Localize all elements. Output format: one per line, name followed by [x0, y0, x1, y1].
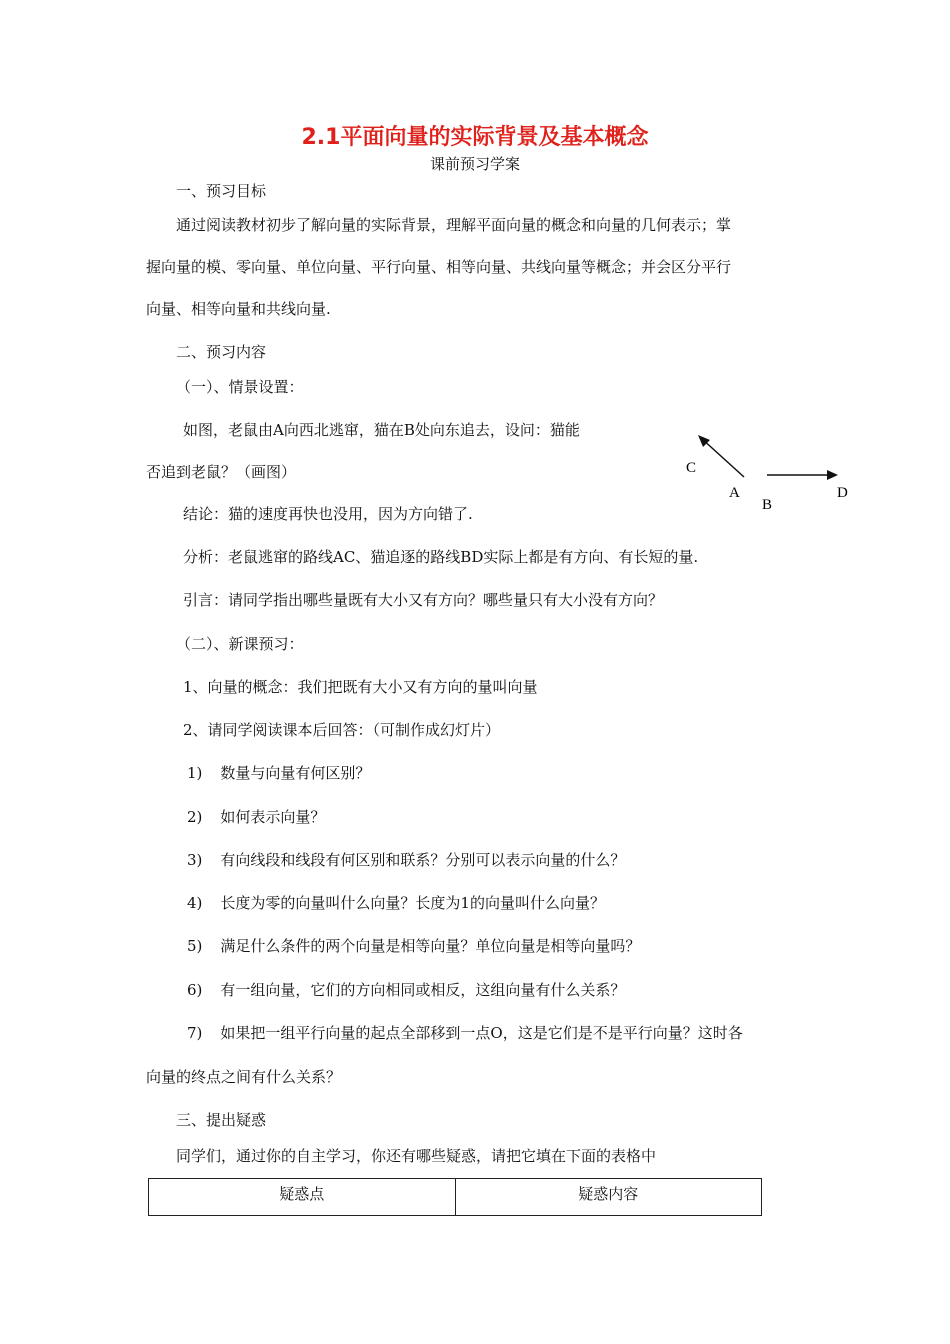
- table-header-cell: 疑惑点: [149, 1179, 456, 1216]
- section2-heading: 二、预习内容: [176, 343, 267, 361]
- question-text: 数量与向量有何区别？: [220, 764, 371, 782]
- point-label-c: C: [686, 460, 697, 476]
- vector-diagram: [660, 425, 860, 525]
- question-7: [187, 1022, 743, 1043]
- question-number: 3): [187, 851, 203, 869]
- question-4: [187, 892, 605, 913]
- question-5: [187, 935, 640, 956]
- question-7-continued: 向量的终点之间有什么关系？: [146, 1068, 342, 1086]
- section3-heading: 三、提出疑惑: [176, 1111, 267, 1129]
- question-number: 2): [187, 808, 203, 826]
- subsection-scene-heading: （一）、情景设置：: [176, 378, 304, 396]
- question-3: [187, 849, 625, 870]
- section1-para-line1: 通过阅读教材初步了解向量的实际背景，理解平面向量的概念和向量的几何表示；掌: [176, 216, 732, 234]
- point-label-d: D: [837, 485, 848, 501]
- analysis: 分析：老鼠逃窜的路线AC、猫追逐的路线BD实际上都是有方向、有长短的量.: [183, 548, 699, 566]
- question-text: 长度为零的向量叫什么向量？长度为1的向量叫什么向量？: [220, 894, 605, 912]
- page-subtitle: 课前预习学案: [429, 155, 520, 173]
- question-number: 1): [187, 764, 203, 782]
- reading-item: 2、请同学阅读课本后回答：（可制作成幻灯片）: [183, 721, 501, 739]
- intro: 引言：请同学指出哪些量既有大小又有方向？哪些量只有大小没有方向？: [183, 591, 664, 609]
- question-number: 7): [187, 1024, 203, 1042]
- question-6: [187, 979, 625, 1000]
- table-row: [149, 1179, 762, 1216]
- concept-item: 1、向量的概念：我们把既有大小又有方向的量叫向量: [183, 678, 538, 696]
- section3-para: 同学们，通过你的自主学习，你还有哪些疑惑，请把它填在下面的表格中: [176, 1147, 657, 1165]
- point-label-a: A: [729, 485, 740, 501]
- question-number: 5): [187, 937, 203, 955]
- conclusion: 结论：猫的速度再快也没用，因为方向错了.: [183, 505, 473, 523]
- question-2: [187, 806, 325, 827]
- point-label-b: B: [762, 497, 773, 513]
- question-text: 如何表示向量？: [220, 808, 326, 826]
- question-text: 满足什么条件的两个向量是相等向量？单位向量是相等向量吗？: [220, 937, 641, 955]
- vector-bd-arrowhead: [827, 470, 838, 480]
- section1-para-line3: 向量、相等向量和共线向量.: [146, 300, 331, 318]
- vector-ac: [701, 438, 744, 477]
- questions-table: [148, 1178, 762, 1216]
- scene-line1: 如图，老鼠由A向西北逃窜，猫在B处向东追去，设问：猫能: [183, 421, 580, 439]
- page-title: 2.1平面向量的实际背景及基本概念: [301, 125, 649, 150]
- question-text: 如果把一组平行向量的起点全部移到一点O，这是它们是不是平行向量？这时各: [220, 1024, 743, 1042]
- question-number: 4): [187, 894, 203, 912]
- scene-line2: 否追到老鼠？（画图）: [146, 463, 297, 481]
- question-1: [187, 762, 370, 783]
- question-text: 有向线段和线段有何区别和联系？分别可以表示向量的什么？: [220, 851, 626, 869]
- question-number: 6): [187, 981, 203, 999]
- question-text: 有一组向量，它们的方向相同或相反，这组向量有什么关系？: [220, 981, 626, 999]
- subsection-preview-heading: （二）、新课预习：: [176, 635, 304, 653]
- table-header-cell: 疑惑内容: [455, 1179, 762, 1216]
- section1-para-line2: 握向量的模、零向量、单位向量、平行向量、相等向量、共线向量等概念；并会区分平行: [146, 258, 732, 276]
- section1-heading: 一、预习目标: [176, 182, 267, 200]
